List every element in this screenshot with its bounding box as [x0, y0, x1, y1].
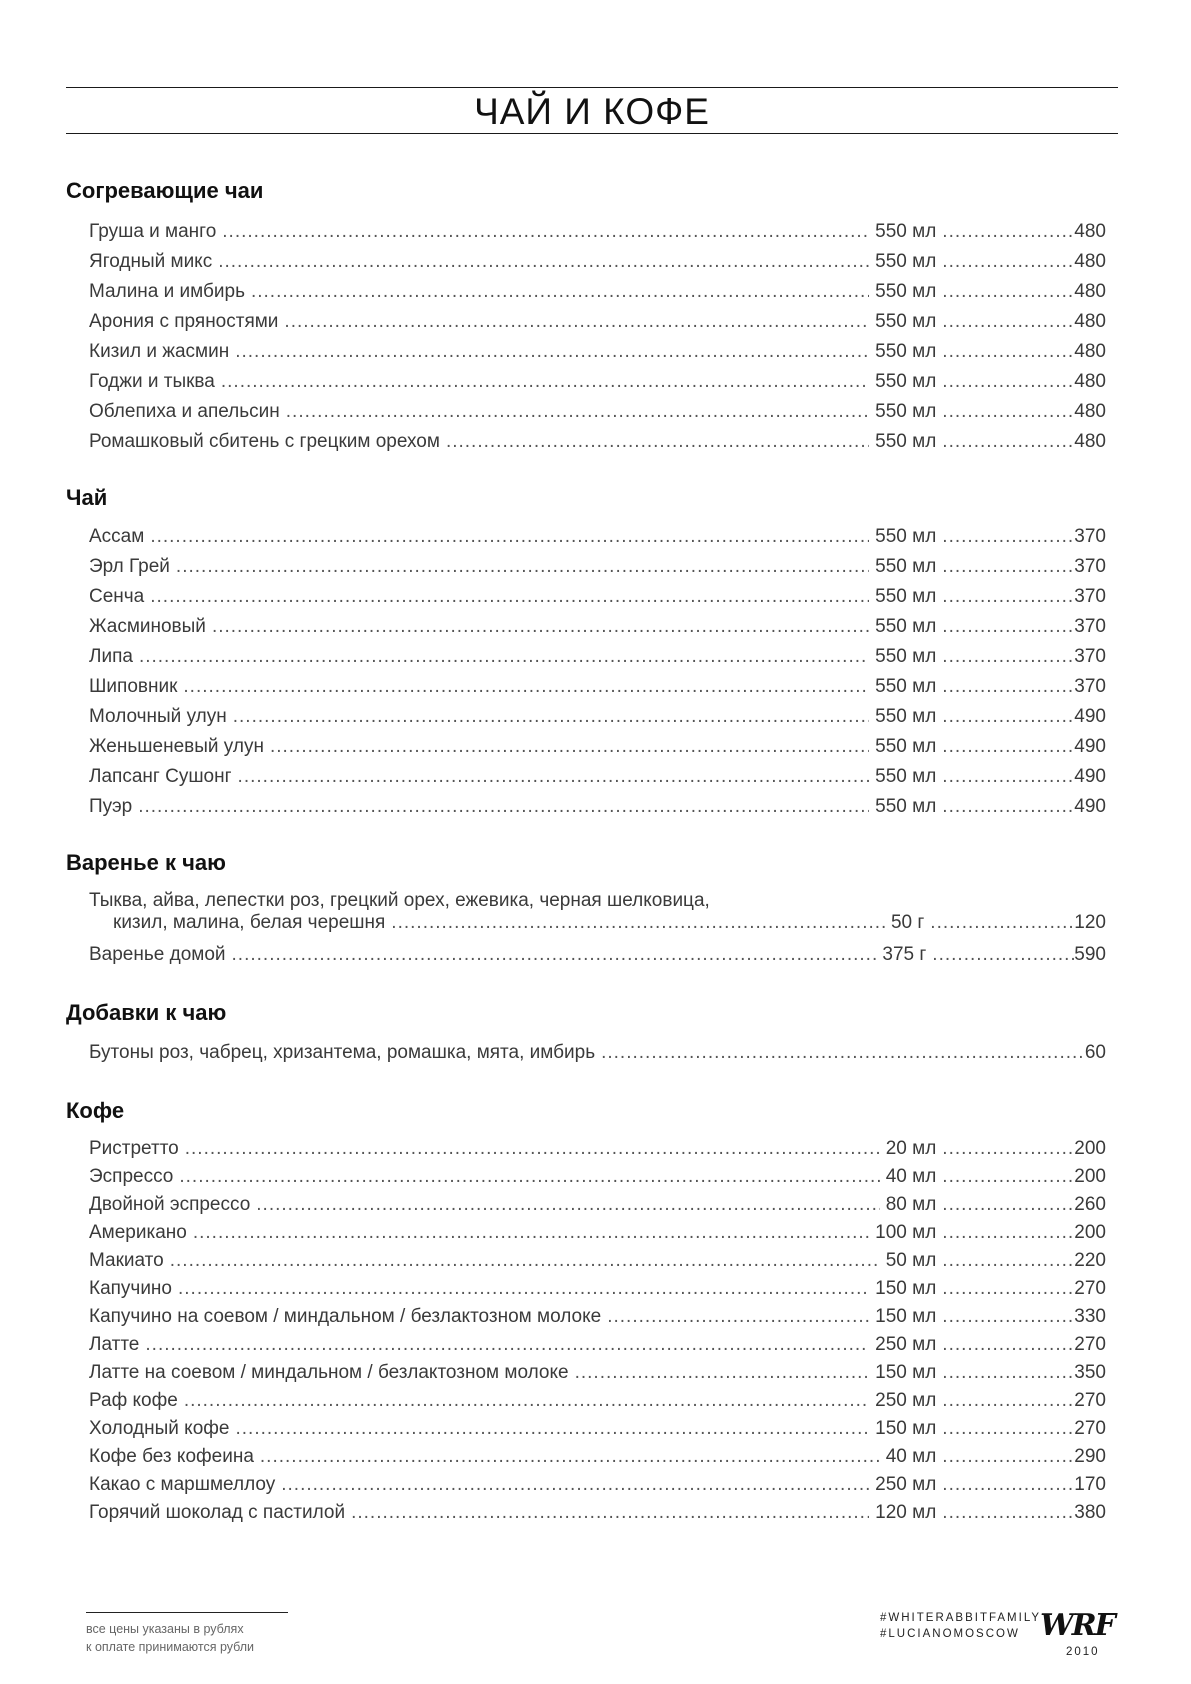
menu-item [89, 526, 1106, 552]
dot-leader [942, 1278, 1074, 1300]
dot-leader [942, 371, 1074, 393]
item-price: 370 [1074, 646, 1106, 667]
item-name: Липа [89, 646, 133, 667]
item-name: Жасминовый [89, 616, 206, 637]
item-volume: 550 мл [875, 401, 937, 422]
item-price: 480 [1074, 311, 1106, 332]
item-volume: 250 мл [875, 1390, 937, 1411]
dot-leader [178, 1278, 869, 1300]
menu-item [89, 1306, 1106, 1332]
menu-item [89, 646, 1106, 672]
dot-leader [942, 646, 1074, 668]
item-price: 200 [1074, 1222, 1106, 1243]
item-price: 480 [1074, 341, 1106, 362]
menu-item [89, 796, 1106, 822]
menu-item [89, 1474, 1106, 1500]
item-name: Капучино [89, 1278, 172, 1299]
item-volume: 375 г [882, 944, 927, 965]
menu-item [89, 586, 1106, 612]
page-title: ЧАЙ И КОФЕ [474, 91, 710, 132]
item-volume: 150 мл [875, 1278, 937, 1299]
menu-item [89, 1390, 1106, 1416]
item-volume: 550 мл [875, 736, 937, 757]
item-price: 480 [1074, 281, 1106, 302]
item-volume: 250 мл [875, 1334, 937, 1355]
item-name: Женьшеневый улун [89, 736, 264, 757]
item-volume: 550 мл [875, 371, 937, 392]
item-name: Капучино на соевом / миндальном / безлактозном молоке [89, 1306, 602, 1327]
item-name: Ромашковый сбитень с грецким орехом [89, 431, 440, 452]
dot-leader [942, 1250, 1074, 1272]
dot-leader [221, 371, 869, 393]
dot-leader [942, 1166, 1074, 1188]
logo-year: 2010 [1066, 1646, 1100, 1658]
item-name: Бутоны роз, чабрец, хризантема, ромашка, мята, имбирь [89, 1042, 596, 1063]
item-volume: 550 мл [875, 766, 937, 787]
item-price: 370 [1074, 586, 1106, 607]
dot-leader [942, 556, 1074, 578]
dot-leader [150, 526, 869, 548]
dot-leader [176, 556, 869, 578]
menu-item [89, 281, 1106, 307]
item-price: 290 [1074, 1446, 1106, 1467]
item-name: Эспрессо [89, 1166, 174, 1187]
item-price: 270 [1074, 1278, 1106, 1299]
item-price: 60 [1084, 1042, 1106, 1063]
item-name: Шиповник [89, 676, 178, 697]
item-price: 220 [1074, 1250, 1106, 1271]
item-volume: 40 мл [885, 1166, 937, 1187]
dot-leader [930, 912, 1074, 934]
item-volume: 550 мл [875, 676, 937, 697]
dot-leader [270, 736, 869, 758]
dot-leader [942, 311, 1074, 333]
item-price: 370 [1074, 616, 1106, 637]
item-price: 370 [1074, 556, 1106, 577]
item-price: 380 [1074, 1502, 1106, 1523]
item-price: 200 [1074, 1138, 1106, 1159]
item-price: 370 [1074, 676, 1106, 697]
dot-leader [212, 616, 869, 638]
dot-leader [942, 1362, 1074, 1384]
footer-note-prices: все цены указаны в рублях [86, 1622, 244, 1636]
menu-item [89, 221, 1106, 247]
dot-leader [942, 1390, 1074, 1412]
menu-item [89, 1042, 1106, 1068]
dot-leader [150, 586, 869, 608]
dot-leader [351, 1502, 869, 1524]
section-title-additives: Добавки к чаю [66, 1000, 227, 1025]
jam-first-line: Тыква, айва, лепестки роз, грецкий орех, ежевика, черная шелковица, [89, 890, 710, 911]
menu-item [89, 1502, 1106, 1528]
menu-item [89, 706, 1106, 732]
item-price: 490 [1074, 796, 1106, 817]
item-price: 120 [1074, 912, 1106, 933]
item-volume: 550 мл [875, 796, 937, 817]
hashtag-luciano: #LUCIANOMOSCOW [880, 1628, 1020, 1640]
item-name: Годжи и тыква [89, 371, 215, 392]
menu-item [89, 944, 1106, 970]
dot-leader [218, 251, 869, 273]
item-name: Груша и манго [89, 221, 217, 242]
footer-rule [86, 1612, 288, 1613]
item-name: Ягодный микс [89, 251, 213, 272]
dot-leader [942, 431, 1074, 453]
item-price: 480 [1074, 401, 1106, 422]
item-volume: 50 мл [885, 1250, 937, 1271]
item-volume: 550 мл [875, 311, 937, 332]
dot-leader [942, 221, 1074, 243]
dot-leader [185, 1138, 880, 1160]
dot-leader [256, 1194, 879, 1216]
dot-leader [942, 736, 1074, 758]
item-volume: 550 мл [875, 616, 937, 637]
menu-item [89, 341, 1106, 367]
dot-leader [184, 1390, 869, 1412]
dot-leader [942, 766, 1074, 788]
item-name: Пуэр [89, 796, 133, 817]
item-volume: 550 мл [875, 646, 937, 667]
dot-leader [235, 1418, 869, 1440]
item-volume: 550 мл [875, 251, 937, 272]
dot-leader [139, 646, 869, 668]
menu-item [89, 1278, 1106, 1304]
dot-leader [170, 1250, 880, 1272]
dot-leader [942, 1446, 1074, 1468]
menu-item [89, 616, 1106, 642]
dot-leader [942, 526, 1074, 548]
wrf-logo: WRF [1040, 1608, 1114, 1643]
menu-item [89, 736, 1106, 762]
dot-leader [286, 401, 869, 423]
item-price: 490 [1074, 706, 1106, 727]
item-volume: 550 мл [875, 706, 937, 727]
item-name: Латте на соевом / миндальном / безлактозном молоке [89, 1362, 569, 1383]
footer-note-payment: к оплате принимаются рубли [86, 1640, 255, 1654]
dot-leader [232, 944, 877, 966]
dot-leader [193, 1222, 869, 1244]
dot-leader [942, 616, 1074, 638]
menu-item [89, 1446, 1106, 1472]
item-name: Эрл Грей [89, 556, 170, 577]
item-name: кизил, малина, белая черешня [113, 912, 386, 933]
dot-leader [942, 1474, 1074, 1496]
item-volume: 150 мл [875, 1362, 937, 1383]
menu-item [89, 1334, 1106, 1360]
dot-leader [238, 766, 870, 788]
item-name: Сенча [89, 586, 145, 607]
dot-leader [607, 1306, 869, 1328]
item-price: 480 [1074, 371, 1106, 392]
section-title-jam: Варенье к чаю [66, 850, 226, 875]
item-price: 480 [1074, 221, 1106, 242]
item-name: Арония с пряностями [89, 311, 279, 332]
item-price: 260 [1074, 1194, 1106, 1215]
item-name: Кизил и жасмин [89, 341, 230, 362]
dot-leader [179, 1166, 879, 1188]
item-volume: 550 мл [875, 431, 937, 452]
dot-leader [233, 706, 869, 728]
top-rule [66, 87, 1118, 88]
dot-leader [942, 401, 1074, 423]
hashtag-whiterabbit: #WHITERABBITFAMILY [880, 1612, 1042, 1624]
menu-item [89, 1250, 1106, 1276]
item-price: 270 [1074, 1418, 1106, 1439]
dot-leader [942, 1138, 1074, 1160]
item-name: Кофе без кофеина [89, 1446, 254, 1467]
item-name: Горячий шоколад с пастилой [89, 1502, 346, 1523]
item-name: Макиато [89, 1250, 164, 1271]
item-price: 480 [1074, 251, 1106, 272]
dot-leader [601, 1042, 1085, 1064]
item-name: Ристретто [89, 1138, 179, 1159]
menu-item [89, 1362, 1106, 1388]
item-name: Холодный кофе [89, 1418, 230, 1439]
item-price: 270 [1074, 1390, 1106, 1411]
dot-leader [284, 311, 869, 333]
dot-leader [281, 1474, 869, 1496]
item-name: Молочный улун [89, 706, 227, 727]
item-volume: 550 мл [875, 221, 937, 242]
item-price: 350 [1074, 1362, 1106, 1383]
dot-leader [391, 912, 885, 934]
item-price: 170 [1074, 1474, 1106, 1495]
item-volume: 550 мл [875, 281, 937, 302]
item-volume: 550 мл [875, 526, 937, 547]
item-volume: 550 мл [875, 556, 937, 577]
dot-leader [260, 1446, 880, 1468]
dot-leader [235, 341, 869, 363]
menu-item [89, 1418, 1106, 1444]
item-name: Малина и имбирь [89, 281, 245, 302]
item-volume: 550 мл [875, 341, 937, 362]
item-name: Лапсанг Сушонг [89, 766, 232, 787]
section-title-warming: Согревающие чаи [66, 178, 264, 203]
item-volume: 150 мл [875, 1306, 937, 1327]
dot-leader [222, 221, 869, 243]
item-price: 200 [1074, 1166, 1106, 1187]
item-name: Американо [89, 1222, 187, 1243]
dot-leader [942, 1502, 1074, 1524]
menu-item [89, 311, 1106, 337]
dot-leader [942, 281, 1074, 303]
menu-item [89, 676, 1106, 702]
menu-item [89, 251, 1106, 277]
menu-item [89, 371, 1106, 397]
dot-leader [145, 1334, 869, 1356]
menu-item [89, 431, 1106, 457]
dot-leader [942, 1334, 1074, 1356]
dot-leader [942, 1194, 1074, 1216]
item-name: Ассам [89, 526, 145, 547]
menu-item [89, 1194, 1106, 1220]
dot-leader [942, 796, 1074, 818]
menu-item [89, 1222, 1106, 1248]
item-volume: 40 мл [885, 1446, 937, 1467]
item-price: 480 [1074, 431, 1106, 452]
menu-item [113, 912, 1106, 938]
item-name: Латте [89, 1334, 140, 1355]
item-price: 590 [1074, 944, 1106, 965]
item-price: 270 [1074, 1334, 1106, 1355]
item-volume: 550 мл [875, 586, 937, 607]
section-title-tea: Чай [66, 485, 108, 510]
dot-leader [942, 1222, 1074, 1244]
dot-leader [942, 1418, 1074, 1440]
dot-leader [932, 944, 1074, 966]
item-volume: 20 мл [885, 1138, 937, 1159]
dot-leader [942, 586, 1074, 608]
dot-leader [446, 431, 869, 453]
menu-item [89, 1166, 1106, 1192]
title-underline [66, 133, 1118, 134]
item-price: 370 [1074, 526, 1106, 547]
item-price: 330 [1074, 1306, 1106, 1327]
dot-leader [942, 251, 1074, 273]
item-name: Раф кофе [89, 1390, 178, 1411]
dot-leader [942, 676, 1074, 698]
menu-item [89, 556, 1106, 582]
dot-leader [251, 281, 869, 303]
dot-leader [138, 796, 869, 818]
dot-leader [575, 1362, 870, 1384]
item-volume: 80 мл [885, 1194, 937, 1215]
dot-leader [183, 676, 869, 698]
item-name: Облепиха и апельсин [89, 401, 280, 422]
menu-item [89, 401, 1106, 427]
dot-leader [942, 341, 1074, 363]
item-name: Двойной эспрессо [89, 1194, 251, 1215]
item-price: 490 [1074, 766, 1106, 787]
item-volume: 50 г [890, 912, 925, 933]
dot-leader [942, 1306, 1074, 1328]
menu-item [89, 766, 1106, 792]
item-volume: 250 мл [875, 1474, 937, 1495]
item-price: 490 [1074, 736, 1106, 757]
item-volume: 100 мл [875, 1222, 937, 1243]
item-name: Какао с маршмеллоу [89, 1474, 276, 1495]
dot-leader [942, 706, 1074, 728]
item-volume: 120 мл [875, 1502, 937, 1523]
section-title-coffee: Кофе [66, 1098, 125, 1123]
item-volume: 150 мл [875, 1418, 937, 1439]
item-name: Варенье домой [89, 944, 226, 965]
menu-item [89, 1138, 1106, 1164]
